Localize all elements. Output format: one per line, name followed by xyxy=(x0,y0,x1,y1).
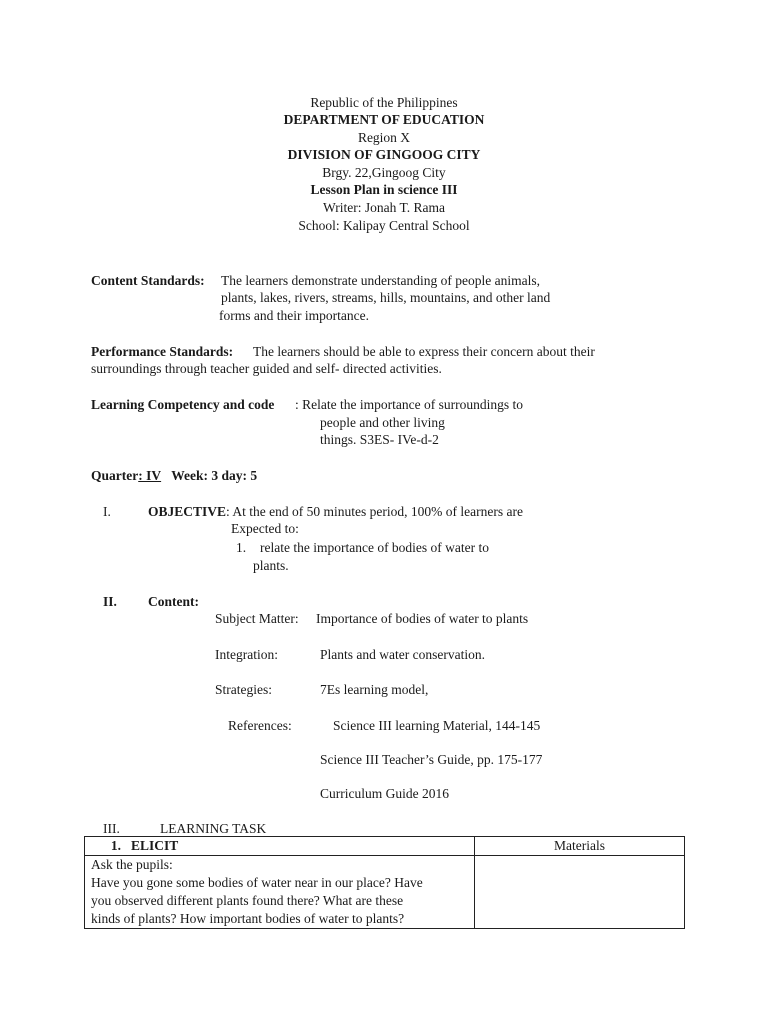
header-address: Brgy. 22,Gingoog City xyxy=(322,165,446,180)
week-day-value: Week: 3 day: 5 xyxy=(171,468,258,483)
table-header-row xyxy=(85,837,685,856)
header-division: DIVISION OF GINGOOG CITY xyxy=(287,147,481,162)
content-numeral: II. xyxy=(103,594,117,609)
content-standards-line-1: The learners demonstrate understanding of people animals, xyxy=(221,273,541,288)
objective-text-2: Expected to: xyxy=(231,521,299,536)
header-writer: Writer: Jonah T. Rama xyxy=(323,200,445,215)
objective-item-number: 1. xyxy=(236,540,247,555)
objective-label: OBJECTIVE xyxy=(148,504,227,519)
header-region: Region X xyxy=(357,130,411,145)
quarter-label: Quarter xyxy=(91,468,139,483)
integration-label: Integration: xyxy=(215,647,278,662)
elicit-body-line-2: Have you gone some bodies of water near in our place? Have xyxy=(91,875,423,890)
performance-standards-label: Performance Standards: xyxy=(91,344,234,359)
learning-task-numeral: III. xyxy=(103,821,120,836)
content-label: Content: xyxy=(148,594,199,609)
subject-matter-value: Importance of bodies of water to plants xyxy=(316,611,529,626)
strategies-value: 7Es learning model, xyxy=(320,682,429,697)
elicit-label: ELICIT xyxy=(131,838,179,853)
content-standards-line-2: plants, lakes, rivers, streams, hills, mountains, and other land xyxy=(221,290,551,305)
elicit-header-cell xyxy=(85,837,475,856)
header-lesson-plan-title: Lesson Plan in science III xyxy=(310,182,458,197)
quarter-line xyxy=(91,467,257,484)
materials-body-cell xyxy=(475,856,685,929)
learning-competency-line-2: people and other living xyxy=(320,415,445,430)
header-department: DEPARTMENT OF EDUCATION xyxy=(283,112,485,127)
elicit-body-line-1: Ask the pupils: xyxy=(91,857,173,872)
elicit-body-line-3: you observed different plants found there? What are these xyxy=(91,893,404,908)
objective-text-1: : At the end of 50 minutes period, 100% of learners are xyxy=(226,504,523,519)
objective-item-line-1: relate the importance of bodies of water to xyxy=(260,540,490,555)
header-school: School: Kalipay Central School xyxy=(298,218,470,233)
performance-standards-line-2: surroundings through teacher guided and self- directed activities. xyxy=(91,361,442,376)
learning-competency-line-1: : Relate the importance of surroundings to xyxy=(295,397,523,412)
learning-competency-line-3: things. S3ES- IVe-d-2 xyxy=(320,432,439,447)
quarter-value: : IV xyxy=(138,468,162,483)
materials-header-cell: Materials xyxy=(475,837,685,856)
learning-task-table xyxy=(84,836,685,929)
reference-item-3: Curriculum Guide 2016 xyxy=(320,786,449,801)
reference-item-1: Science III learning Material, 144-145 xyxy=(333,718,541,733)
content-standards-line-3: forms and their importance. xyxy=(219,308,369,323)
elicit-body-cell xyxy=(85,856,475,929)
performance-standards-line-1: The learners should be able to express their concern about their xyxy=(253,344,595,359)
integration-value: Plants and water conservation. xyxy=(320,647,485,662)
objective-numeral: I. xyxy=(103,504,111,519)
header-republic: Republic of the Philippines xyxy=(310,95,458,110)
subject-matter-label: Subject Matter: xyxy=(215,611,299,626)
learning-competency-label: Learning Competency and code xyxy=(91,397,275,412)
elicit-body-line-4: kinds of plants? How important bodies of water to plants? xyxy=(91,911,405,926)
table-body-row xyxy=(85,856,685,929)
reference-item-2: Science III Teacher’s Guide, pp. 175-177 xyxy=(320,752,543,767)
elicit-number: 1. xyxy=(110,838,121,853)
references-label: References: xyxy=(228,718,292,733)
content-standards-label: Content Standards: xyxy=(91,273,205,288)
learning-task-label: LEARNING TASK xyxy=(160,821,267,836)
objective-item-line-2: plants. xyxy=(253,558,289,573)
objective-line xyxy=(148,503,523,520)
strategies-label: Strategies: xyxy=(215,682,272,697)
